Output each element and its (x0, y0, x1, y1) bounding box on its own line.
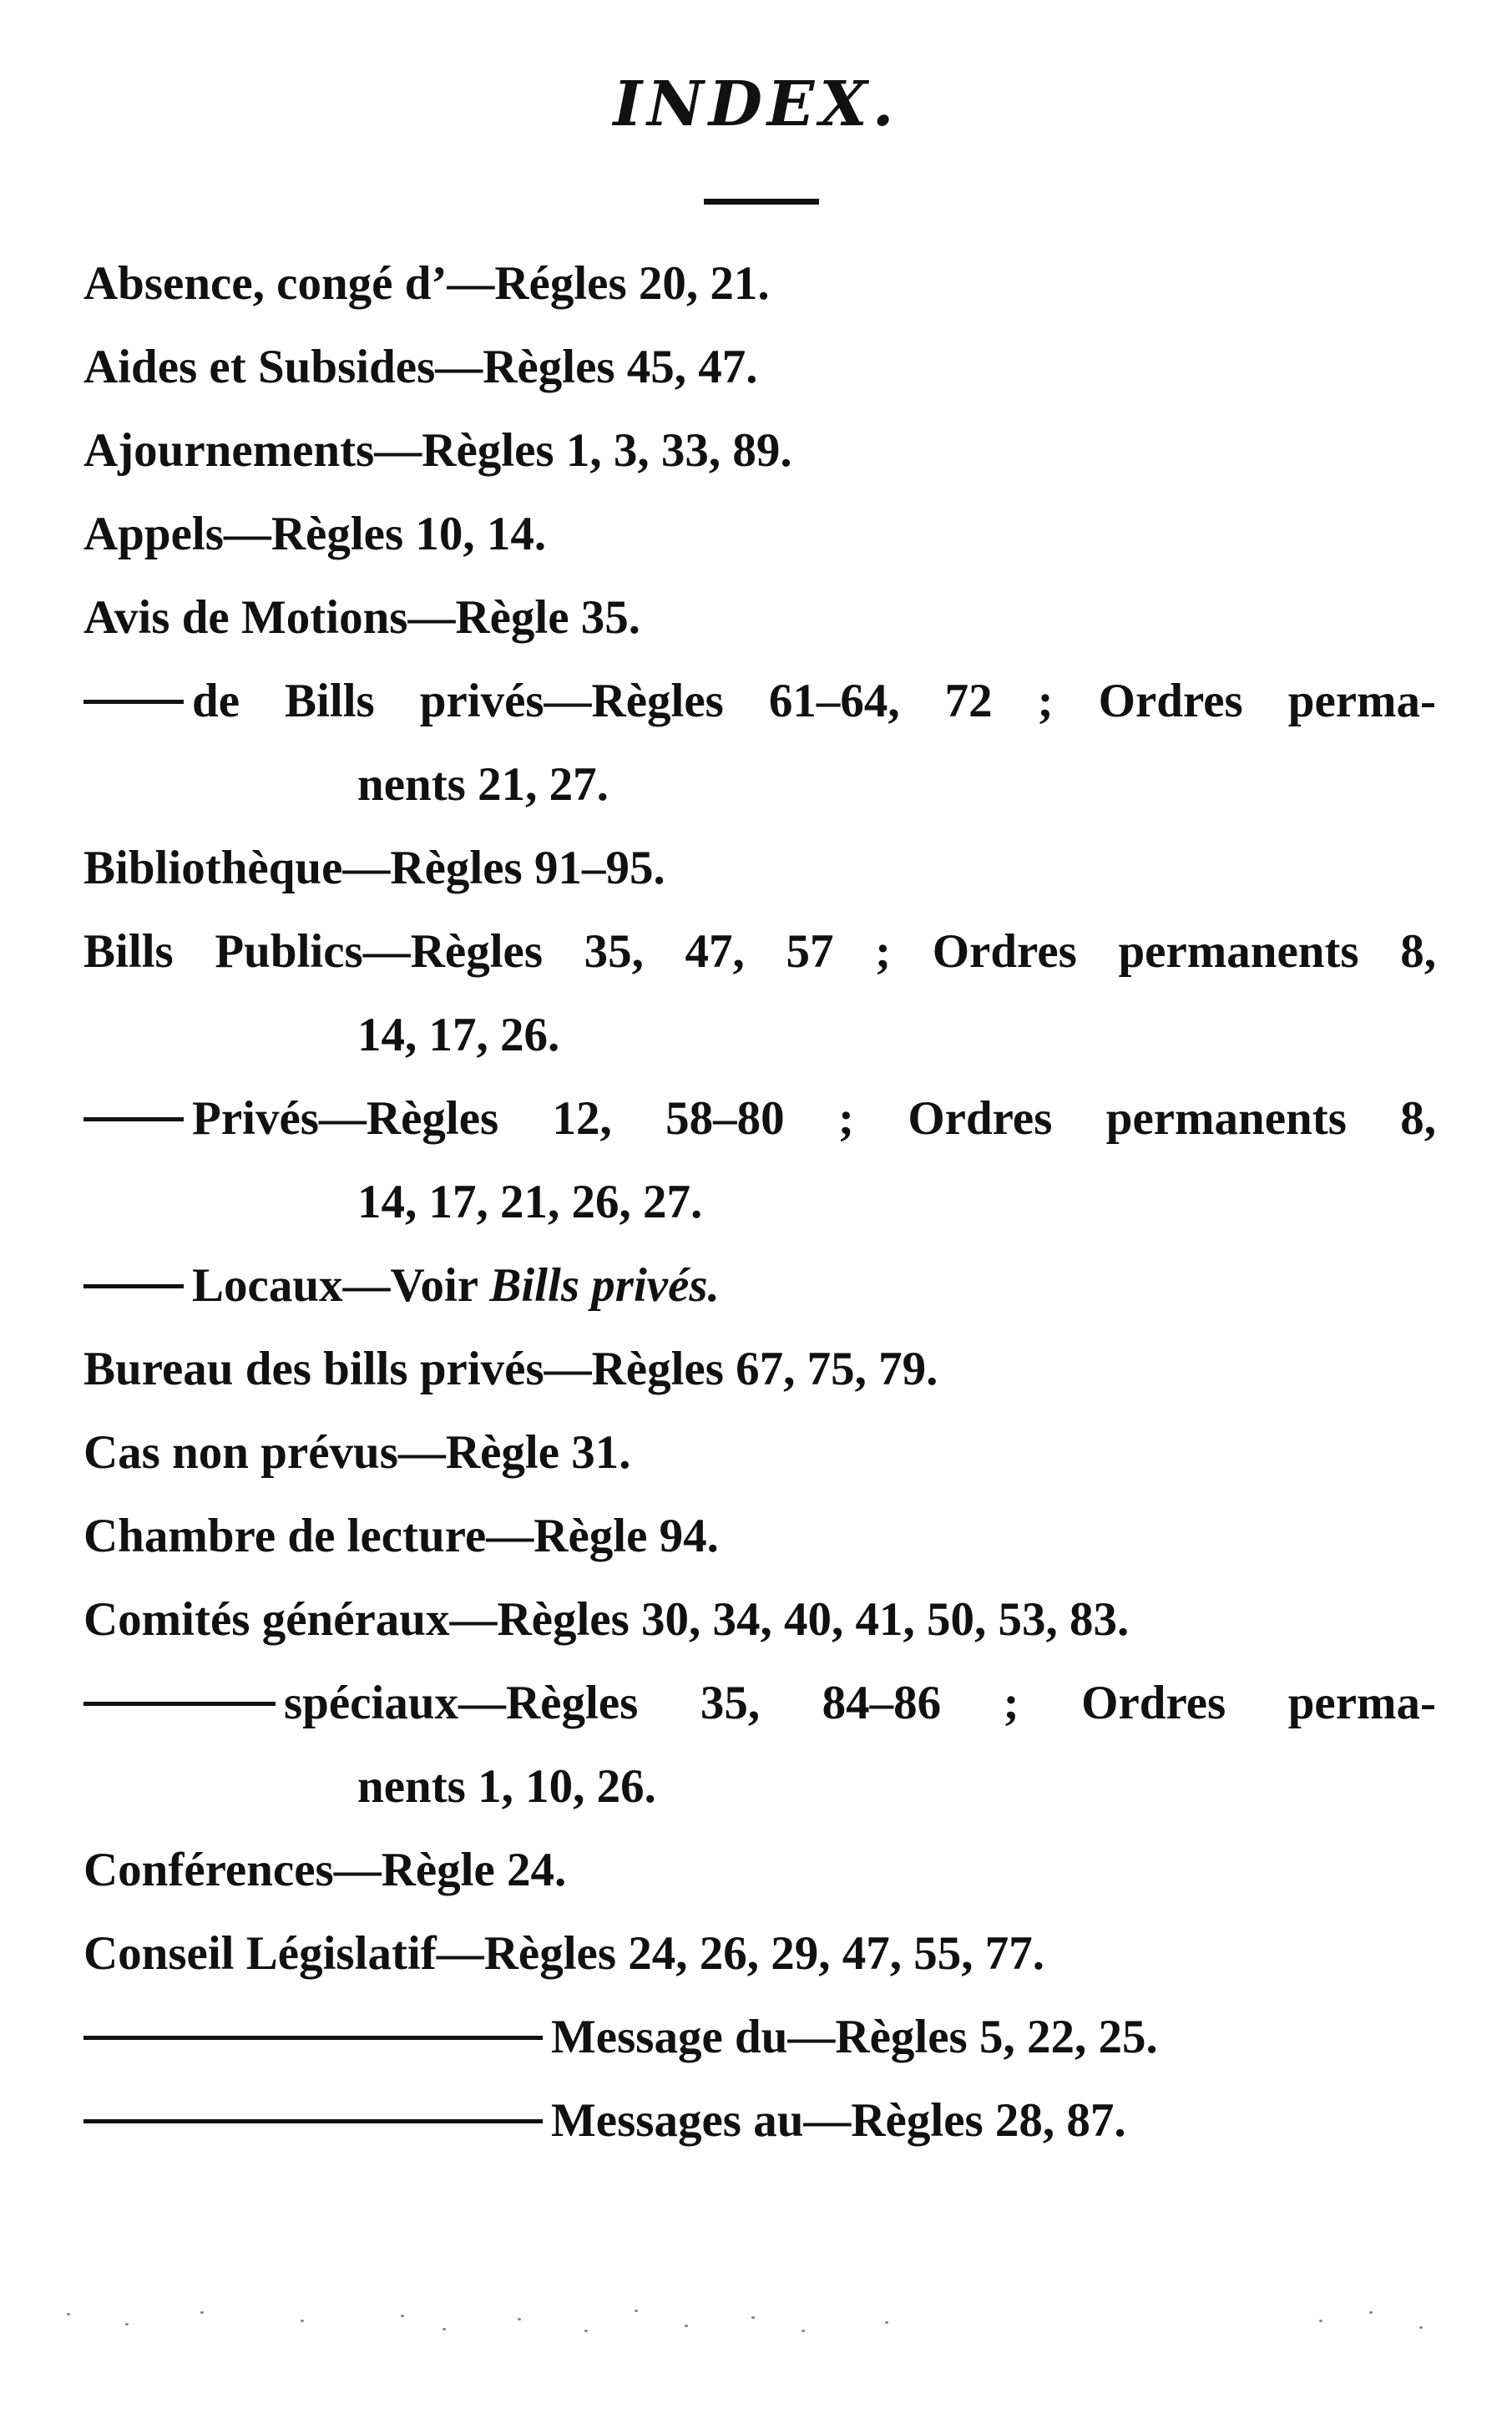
entry-text: Bureau des bills privés—Règles 67, 75, 79. (83, 1343, 938, 1395)
entry-text: spéciaux—Règles 35, 84–86 ; Ordres perma- (284, 1677, 1436, 1729)
entry-text: Conférences—Règle 24. (83, 1844, 567, 1896)
entry-text: Locaux—Voir (192, 1259, 490, 1312)
entry-text: 14, 17, 26. (357, 1009, 560, 1061)
speck (67, 2313, 70, 2315)
speck (442, 2328, 446, 2330)
entry-text: Avis de Motions—Règle 35. (83, 591, 641, 644)
index-entry (83, 1829, 566, 1912)
entry-text: Comités généraux—Règles 30, 34, 40, 41, 50, 53, 83. (83, 1593, 1130, 1646)
entry-text: Absence, congé d’—Régles 20, 21. (83, 257, 770, 310)
index-entry (83, 326, 758, 409)
entry-text: Ajournements—Règles 1, 3, 33, 89. (83, 424, 792, 477)
index-entry (83, 1495, 719, 1578)
ditto-dash (83, 700, 184, 704)
index-entry (83, 576, 640, 660)
ditto-dash (83, 1284, 184, 1288)
speck (751, 2316, 755, 2319)
index-entry (83, 1912, 1044, 1996)
ditto-dash (83, 1117, 184, 1121)
index-subentry (83, 1244, 720, 1328)
speck (1319, 2320, 1322, 2322)
entry-text: Messages au—Règles 28, 87. (551, 2094, 1126, 2147)
entry-text: Privés—Règles 12, 58–80 ; Ordres permanents 8, (192, 1092, 1436, 1145)
index-continuation (357, 1161, 702, 1244)
title-rule (704, 199, 819, 205)
ditto-dash (83, 2036, 543, 2040)
entry-text: de Bills privés—Règles 61–64, 72 ; Ordres perma- (192, 675, 1436, 727)
entry-text: nents 1, 10, 26. (357, 1760, 656, 1813)
speck (635, 2310, 638, 2312)
index-continuation (357, 1745, 656, 1829)
speck (200, 2311, 204, 2314)
entry-text: nents 21, 27. (357, 758, 609, 811)
speck (1419, 2326, 1423, 2329)
index-subentry (83, 2079, 1126, 2163)
speck (685, 2325, 688, 2327)
page-title: INDEX. (613, 68, 899, 140)
index-subentry (83, 1077, 1436, 1161)
ditto-dash (83, 2119, 543, 2123)
index-continuation (357, 994, 559, 1077)
index-entry (83, 242, 770, 326)
index-entry (83, 493, 546, 576)
scan-specks (50, 2305, 1469, 2355)
entry-text: Aides et Subsides—Règles 45, 47. (83, 341, 758, 393)
index-entry (83, 910, 1436, 994)
index-entry (83, 1578, 1129, 1662)
index-entry (83, 409, 792, 493)
entry-text: Bills Publics—Règles 35, 47, 57 ; Ordres permanents 8, (83, 925, 1436, 978)
index-entry (83, 827, 665, 910)
entry-italic-reference: Bills privés. (489, 1259, 720, 1312)
entry-text: 14, 17, 21, 26, 27. (357, 1176, 703, 1228)
index-entry (83, 1411, 631, 1495)
entry-text: Bibliothèque—Règles 91–95. (83, 842, 665, 894)
entry-text: Conseil Législatif—Règles 24, 26, 29, 47, 55, 77. (83, 1927, 1045, 1980)
index-continuation (357, 743, 609, 827)
speck (301, 2320, 304, 2322)
entry-text: Cas non prévus—Règle 31. (83, 1426, 631, 1479)
speck (584, 2330, 588, 2332)
ditto-dash (83, 1702, 276, 1706)
entry-text: Appels—Règles 10, 14. (83, 508, 547, 560)
speck (518, 2318, 521, 2320)
speck (1369, 2311, 1373, 2314)
index-subentry (83, 1996, 1158, 2079)
speck (401, 2315, 404, 2317)
speck (802, 2330, 805, 2332)
entry-text: Chambre de lecture—Règle 94. (83, 1510, 719, 1562)
speck (125, 2323, 129, 2325)
index-subentry (83, 1662, 1436, 1745)
speck (885, 2321, 888, 2324)
index-subentry (83, 660, 1436, 743)
index-entry (83, 1328, 938, 1411)
entry-text: Message du—Règles 5, 22, 25. (551, 2011, 1158, 2063)
